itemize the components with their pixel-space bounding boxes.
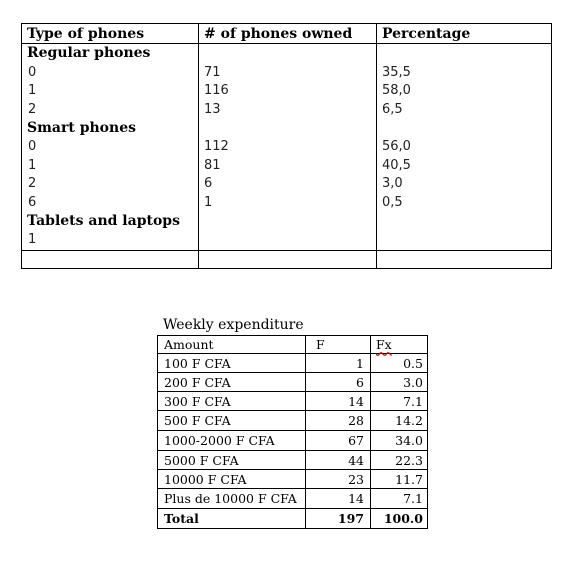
- cell-f: 14: [348, 491, 364, 506]
- cell-f: 67: [348, 433, 364, 448]
- cell-owned: 13: [204, 102, 221, 117]
- cell-f: 6: [356, 375, 364, 390]
- cell-f: 23: [348, 472, 364, 487]
- cell-fx: 22.3: [395, 453, 423, 468]
- cell-fx: 3.0: [403, 375, 423, 390]
- cell-percentage: 35,5: [382, 65, 411, 80]
- total-label: Total: [164, 511, 199, 526]
- header-percentage: Percentage: [382, 26, 471, 42]
- table-caption: Weekly expenditure: [163, 317, 304, 333]
- cell-fx: 14.2: [395, 413, 423, 428]
- cell-amount: 5000 F CFA: [164, 453, 239, 468]
- cell-amount: 100 F CFA: [164, 356, 231, 371]
- header-fx: Fx: [376, 337, 392, 352]
- cell-amount: 10000 F CFA: [164, 472, 247, 487]
- total-fx: 100.0: [383, 511, 423, 526]
- header-f: F: [316, 337, 325, 352]
- cell-type: 0: [28, 139, 37, 154]
- cell-f: 1: [356, 356, 364, 371]
- cell-type: 2: [28, 176, 37, 191]
- header-divider: [22, 43, 551, 44]
- cell-type: 2: [28, 102, 37, 117]
- row-divider: [158, 488, 427, 489]
- column-divider: [376, 24, 377, 268]
- cell-owned: 6: [204, 176, 213, 191]
- cell-percentage: 58,0: [382, 83, 411, 98]
- cell-type: 1: [28, 83, 37, 98]
- row-divider: [158, 391, 427, 392]
- cell-percentage: 0,5: [382, 195, 403, 210]
- cell-owned: 112: [204, 139, 229, 154]
- header-phones-owned: # of phones owned: [204, 26, 353, 42]
- cell-f: 14: [348, 394, 364, 409]
- cell-owned: 116: [204, 83, 229, 98]
- column-divider: [305, 336, 306, 528]
- row-divider: [158, 469, 427, 470]
- row-divider: [158, 410, 427, 411]
- cell-type: 1: [28, 158, 37, 173]
- header-amount: Amount: [164, 337, 214, 352]
- cell-fx: 7.1: [403, 491, 423, 506]
- cell-fx: 11.7: [395, 472, 423, 487]
- phones-table: [21, 23, 552, 269]
- section-title-tablets-and-laptops: Tablets and laptops: [27, 213, 180, 229]
- header-type-of-phones: Type of phones: [27, 26, 145, 42]
- cell-percentage: 56,0: [382, 139, 411, 154]
- cell-fx: 7.1: [403, 394, 423, 409]
- cell-percentage: 6,5: [382, 102, 403, 117]
- cell-owned: 71: [204, 65, 221, 80]
- cell-amount: 200 F CFA: [164, 375, 231, 390]
- cell-type: 1: [28, 232, 37, 247]
- row-divider: [158, 450, 427, 451]
- cell-percentage: 40,5: [382, 158, 411, 173]
- row-divider: [158, 353, 427, 354]
- cell-amount: 500 F CFA: [164, 413, 231, 428]
- cell-amount: 300 F CFA: [164, 394, 231, 409]
- cell-amount: 1000-2000 F CFA: [164, 433, 275, 448]
- cell-f: 44: [348, 453, 364, 468]
- cell-amount: Plus de 10000 F CFA: [164, 491, 297, 506]
- cell-fx: 0.5: [403, 356, 423, 371]
- cell-owned: 81: [204, 158, 221, 173]
- row-divider: [158, 372, 427, 373]
- cell-f: 28: [348, 413, 364, 428]
- cell-type: 0: [28, 65, 37, 80]
- expenditure-table: [157, 335, 428, 529]
- row-divider: [22, 250, 551, 251]
- section-title-regular-phones: Regular phones: [27, 45, 151, 61]
- cell-percentage: 3,0: [382, 176, 403, 191]
- cell-type: 6: [28, 195, 37, 210]
- column-divider: [198, 24, 199, 268]
- row-divider: [158, 430, 427, 431]
- cell-owned: 1: [204, 195, 213, 210]
- section-title-smart-phones: Smart phones: [27, 120, 136, 136]
- row-divider: [158, 508, 427, 509]
- cell-fx: 34.0: [395, 433, 423, 448]
- column-divider: [370, 336, 371, 528]
- total-f: 197: [337, 511, 364, 526]
